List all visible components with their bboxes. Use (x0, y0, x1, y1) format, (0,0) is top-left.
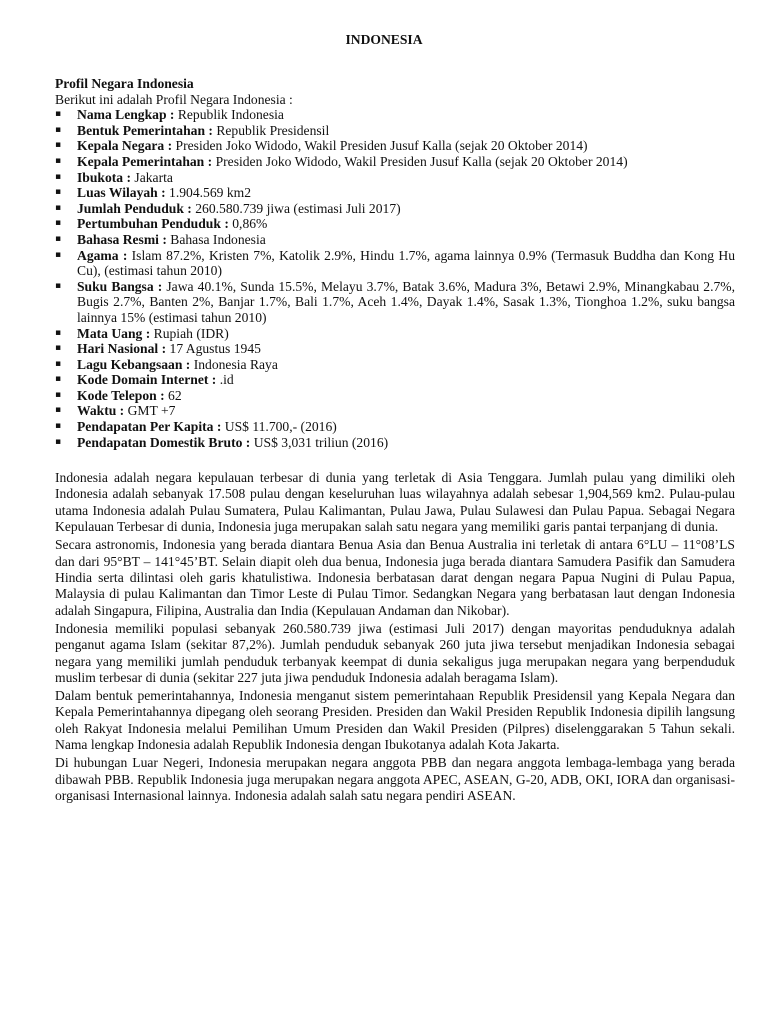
profile-fact-item (55, 341, 735, 357)
bullet-icon: ▪ (55, 374, 62, 385)
fact-value: Rupiah (IDR) (150, 325, 229, 341)
fact-label: Pendapatan Per Kapita : (77, 419, 222, 435)
fact-label: Ibukota : (77, 169, 132, 185)
fact-label: Luas Wilayah : (77, 185, 170, 201)
fact-label: Kepala Negara : (77, 138, 173, 154)
fact-value: Republik Presidensil (212, 122, 330, 138)
profile-section (55, 76, 735, 450)
bullet-icon: ▪ (55, 327, 62, 338)
profile-fact-item (55, 388, 735, 404)
profile-fact-item (55, 419, 735, 435)
fact-label: Bahasa Resmi : (77, 231, 167, 247)
fact-value: Republik Indonesia (174, 107, 284, 123)
body-paragraph: Indonesia memiliki populasi sebanyak 260.580.739 jiwa (estimasi Juli 2017) dengan mayoritas penduduknya adalah penganut agama Islam (sekitar 87,2%). Jumlah penduduk sebanyak 260 juta jiwa tersebut menjadikan Indonesia sebagai negara yang memiliki jumlah penduduk terbanyak keempat di dunia sekaligus juga merupakan negara yang berpenduduk muslim terbesar di dunia (sekitar 227 juta jiwa penduduk Indonesia adalah beragama Islam). (55, 620, 735, 686)
fact-value: US$ 3,031 triliun (2016) (250, 434, 389, 450)
fact-label: Agama : (77, 247, 128, 263)
profile-fact-item (55, 435, 735, 451)
profile-facts-list (55, 107, 735, 450)
bullet-icon: ▪ (55, 218, 62, 229)
fact-label: Kepala Pemerintahan : (77, 153, 213, 169)
profile-fact-item (55, 326, 735, 342)
fact-label: Jumlah Penduduk : (77, 200, 192, 216)
fact-label: Pendapatan Domestik Bruto : (77, 434, 251, 450)
bullet-icon: ▪ (55, 280, 62, 291)
fact-value: 0,86% (228, 216, 268, 232)
profile-fact-item (55, 123, 735, 139)
fact-label: Kode Telepon : (77, 387, 165, 403)
bullet-icon: ▪ (55, 155, 62, 166)
profile-fact-item (55, 216, 735, 232)
profile-fact-item (55, 170, 735, 186)
fact-value: Presiden Joko Widodo, Wakil Presiden Jusuf Kalla (sejak 20 Oktober 2014) (212, 153, 628, 169)
fact-value: Bahasa Indonesia (166, 231, 266, 247)
fact-value: .id (216, 372, 234, 388)
fact-label: Suku Bangsa : (77, 278, 163, 294)
bullet-icon: ▪ (55, 436, 62, 447)
profile-fact-item (55, 201, 735, 217)
bullet-icon: ▪ (55, 421, 62, 432)
fact-value: 62 (164, 387, 182, 403)
profile-fact-item (55, 357, 735, 373)
bullet-icon: ▪ (55, 171, 62, 182)
body-paragraph: Secara astronomis, Indonesia yang berada diantara Benua Asia dan Benua Australia ini terletak di antara 6°LU – 11°08’LS dan dari 95°BT – 141°45’BT. Selain diapit oleh dua benua, Indonesia juga berada diantara Samudera Pasifik dan Samudera Hindia serta dilintasi oleh garis khatulistiwa. Indonesia berbatasan darat dengan negara Papua Nugini di Pulau Papua, Malaysia di pulau Kalimantan dan Timor Leste di Pulau Timor. Sedangkan Negara yang berbatasan laut dengan Indonesia adalah Singapura, Filipina, Australia dan India (Kepulauan Andaman dan Nikobar). (55, 537, 735, 618)
fact-label: Nama Lengkap : (77, 107, 175, 123)
fact-value: Indonesia Raya (190, 356, 278, 372)
profile-fact-item (55, 232, 735, 248)
body-paragraph: Indonesia adalah negara kepulauan terbesar di dunia yang terletak di Asia Tenggara. Jumlah pulau yang dimiliki oleh Indonesia adalah sebanyak 17.508 pulau dengan keseluruhan luas wilayahnya adalah sebesar 1,904,569 km2. Pulau-pulau utama Indonesia adalah Pulau Sumatera, Pulau Kalimantan, Pulau Jawa, Pulau Sulawesi dan Pulau Papua. Sebagai Negara Kepulauan Terbesar di dunia, Indonesia juga merupakan salah satu negara yang memiliki garis pantai terpanjang di dunia. (55, 470, 735, 535)
bullet-icon: ▪ (55, 358, 62, 369)
bullet-icon: ▪ (55, 233, 62, 244)
fact-value: GMT +7 (124, 403, 176, 419)
bullet-icon: ▪ (55, 405, 62, 416)
fact-value: Jakarta (131, 169, 173, 185)
fact-value: 1.904.569 km2 (169, 185, 251, 201)
bullet-icon: ▪ (55, 389, 62, 400)
fact-label: Mata Uang : (77, 325, 151, 341)
profile-fact-item (55, 138, 735, 154)
bullet-icon: ▪ (55, 109, 62, 120)
fact-label: Pertumbuhan Penduduk : (77, 216, 229, 232)
profile-fact-item (55, 279, 735, 326)
bullet-icon: ▪ (55, 343, 62, 354)
profile-fact-item (55, 154, 735, 170)
fact-value: US$ 11.700,- (2016) (221, 419, 337, 435)
fact-value: Jawa 40.1%, Sunda 15.5%, Melayu 3.7%, Batak 3.6%, Madura 3%, Betawi 2.9%, Minangkabau 2.7%, Bugis 2.7%, Banten 2%, Banjar 1.7%, Bali 1.7%, Aceh 1.4%, Dayak 1.4%, Sasak 1.3%, Tionghoa 1.2%, suku bangsa lainnya 15% (estimasi tahun 2010) (77, 278, 735, 325)
bullet-icon: ▪ (55, 249, 62, 260)
fact-label: Kode Domain Internet : (77, 372, 217, 388)
bullet-icon: ▪ (55, 202, 62, 213)
profile-fact-item (55, 248, 735, 279)
profile-intro: Berikut ini adalah Profil Negara Indonesia : (55, 91, 293, 107)
body-paragraph: Di hubungan Luar Negeri, Indonesia merupakan negara anggota PBB dan negara anggota lembaga-lembaga yang berada dibawah PBB. Republik Indonesia juga merupakan negara anggota APEC, ASEAN, G-20, ADB, OKI, IORA dan organisasi-organisasi Internasional lainnya. Indonesia adalah salah satu negara pendiri ASEAN. (55, 755, 735, 804)
fact-label: Waktu : (77, 403, 125, 419)
fact-value: Presiden Joko Widodo, Wakil Presiden Jusuf Kalla (sejak 20 Oktober 2014) (172, 138, 588, 154)
body-text (55, 470, 735, 806)
bullet-icon: ▪ (55, 140, 62, 151)
document-title: INDONESIA (345, 32, 423, 47)
profile-fact-item (55, 107, 735, 123)
fact-value: 260.580.739 jiwa (estimasi Juli 2017) (191, 200, 401, 216)
profile-fact-item (55, 403, 735, 419)
profile-fact-item (55, 185, 735, 201)
fact-label: Bentuk Pemerintahan : (77, 122, 213, 138)
profile-heading: Profil Negara Indonesia (55, 76, 194, 91)
fact-label: Hari Nasional : (77, 341, 167, 357)
fact-value: Islam 87.2%, Kristen 7%, Katolik 2.9%, Hindu 1.7%, agama lainnya 0.9% (Termasuk Buddha dan Kong Hu Cu), (estimasi tahun 2010) (77, 247, 735, 279)
fact-value: 17 Agustus 1945 (166, 341, 261, 357)
body-paragraph: Dalam bentuk pemerintahannya, Indonesia menganut sistem pemerintahaan Republik Presidensil yang Kepala Negara dan Kepala Pemerintahannya dipegang oleh seorang Presiden. Presiden dan Wakil Presiden Republik Indonesia dipilih langsung oleh Rakyat Indonesia melalui Pemilihan Umum Presiden dan Wakil Presiden (Pilpres) diselenggarakan 5 Tahun sekali. Nama lengkap Indonesia adalah Republik Indonesia dengan Ibukotanya adalah Kota Jakarta. (55, 688, 735, 753)
fact-label: Lagu Kebangsaan : (77, 356, 191, 372)
bullet-icon: ▪ (55, 187, 62, 198)
bullet-icon: ▪ (55, 124, 62, 135)
profile-fact-item (55, 372, 735, 388)
